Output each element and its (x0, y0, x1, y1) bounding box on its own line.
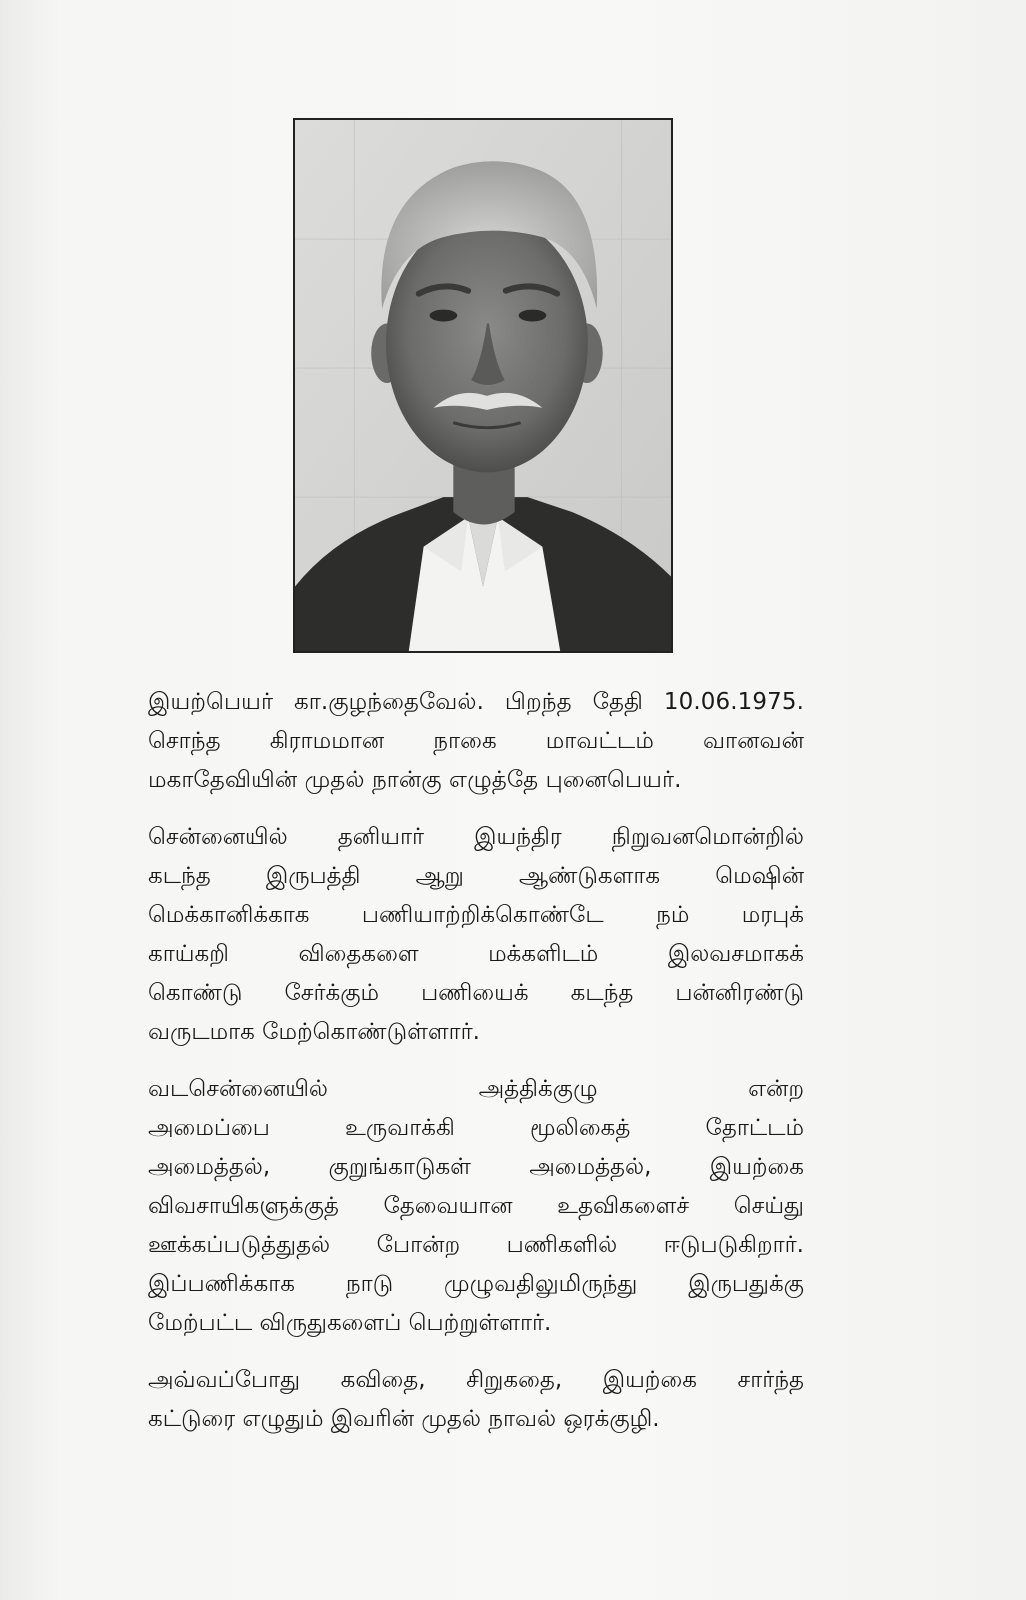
bio-line: கட்டுரை எழுதும் இவரின் முதல் நாவல் ஒரக்குழி. (148, 1406, 660, 1432)
bio-line: அமைத்தல், குறுங்காடுகள் அமைத்தல், இயற்கை (148, 1154, 804, 1180)
bio-line: வடசென்னையில் அத்திக்குழு என்ற (148, 1076, 804, 1102)
author-bio (148, 683, 804, 1457)
bio-line: விவசாயிகளுக்குத் தேவையான உதவிகளைச் செய்து (148, 1193, 804, 1219)
bio-line: வருடமாக மேற்கொண்டுள்ளார். (148, 1019, 480, 1045)
bio-line: கடந்த இருபத்தி ஆறு ஆண்டுகளாக மெஷின் (148, 863, 804, 889)
author-portrait-photo (295, 120, 671, 651)
bio-line: அவ்வப்போது கவிதை, சிறுகதை, இயற்கை சார்ந்த (148, 1367, 804, 1393)
bio-line: மேற்பட்ட விருதுகளைப் பெற்றுள்ளார். (148, 1310, 552, 1336)
bio-line: காய்கறி விதைகளை மக்களிடம் இலவசமாகக் (148, 941, 804, 967)
bio-paragraph-1 (148, 683, 804, 800)
bio-line: அமைப்பை உருவாக்கி மூலிகைத் தோட்டம் (148, 1115, 804, 1141)
bio-line: மெக்கானிக்காக பணியாற்றிக்கொண்டே நம் மரபுக் (148, 902, 804, 928)
bio-paragraph-3 (148, 1070, 804, 1343)
bio-line: இயற்பெயர் கா.குழந்தைவேல். பிறந்த தேதி 10.06.1975. (148, 689, 804, 715)
bio-line: மகாதேவியின் முதல் நான்கு எழுத்தே புனைபெயர். (148, 767, 682, 793)
bio-line: இப்பணிக்காக நாடு முழுவதிலுமிருந்து இருபதுக்கு (148, 1271, 804, 1297)
bio-line: ஊக்கப்படுத்துதல் போன்ற பணிகளில் ஈடுபடுகிறார். (148, 1232, 804, 1258)
author-photo (293, 118, 673, 653)
bio-line: கொண்டு சேர்க்கும் பணியைக் கடந்த பன்னிரண்டு (148, 980, 804, 1006)
bio-line: சென்னையில் தனியார் இயந்திர நிறுவனமொன்றில் (148, 824, 804, 850)
bio-line: சொந்த கிராமமான நாகை மாவட்டம் வானவன் (148, 728, 804, 754)
bio-paragraph-4 (148, 1361, 804, 1439)
bio-paragraph-2 (148, 818, 804, 1052)
